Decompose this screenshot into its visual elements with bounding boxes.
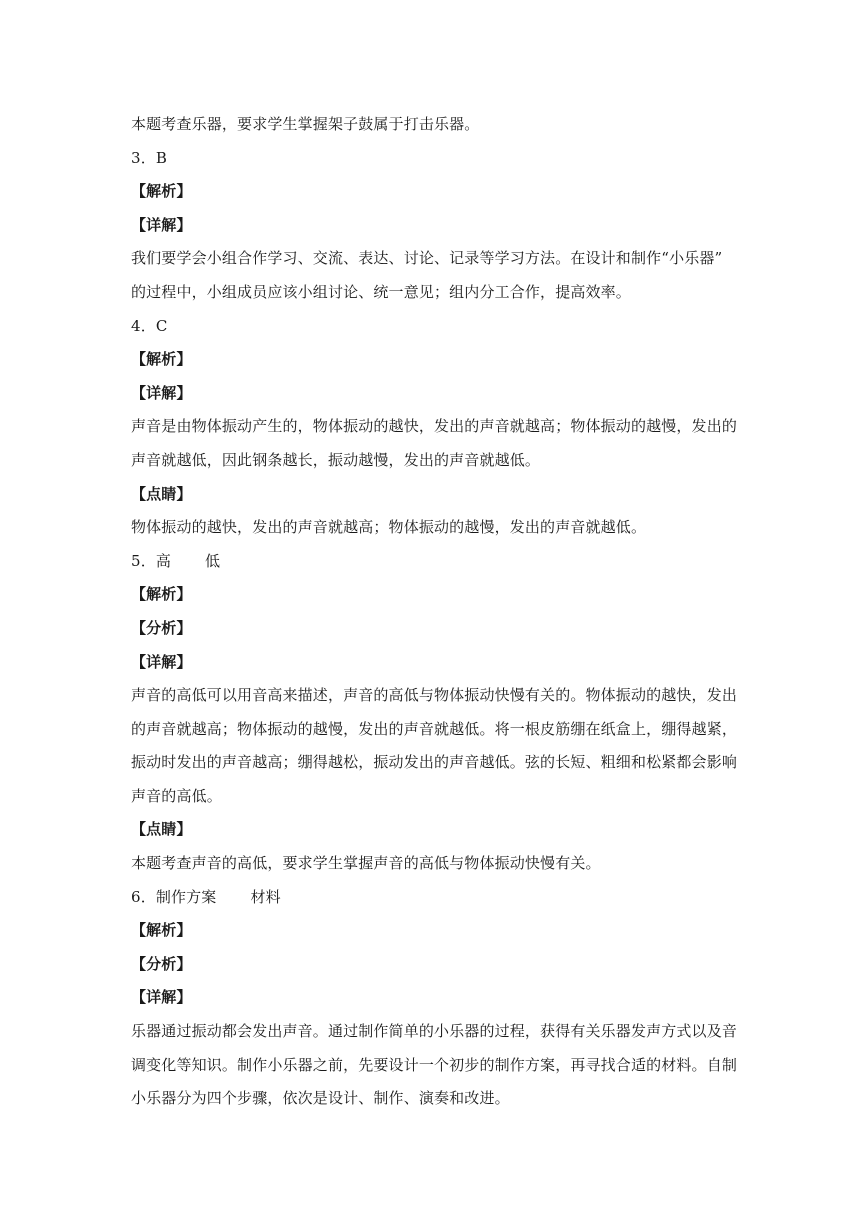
answer-6 — [131, 881, 743, 915]
section-dianjing: 【点睛】 — [131, 484, 192, 503]
section-jiexi: 【解析】 — [131, 350, 192, 369]
answer-explanations — [131, 108, 743, 1116]
explanation-text: 我们要学会小组合作学习、交流、表达、讨论、记录等学习方法。在设计和制作“小乐器” — [131, 249, 723, 268]
section-xiangjie: 【详解】 — [131, 215, 192, 234]
section-jiexi: 【解析】 — [131, 182, 192, 201]
section-jiexi: 【解析】 — [131, 585, 192, 604]
section-jiexi: 【解析】 — [131, 921, 192, 940]
answer-5-first: 5．高 — [131, 551, 171, 570]
explanation-text: 振动时发出的声音越高；绷得越松，振动发出的声音越低。弦的长短、粗细和松紧都会影响 — [131, 753, 738, 772]
answer-6-second: 材料 — [250, 887, 281, 906]
answer-5 — [131, 545, 743, 579]
explanation-text: 声音就越低，因此钢条越长，振动越慢，发出的声音就越低。 — [131, 450, 541, 469]
explanation-text: 乐器通过振动都会发出声音。通过制作简单的小乐器的过程，获得有关乐器发声方式以及音 — [131, 1022, 738, 1041]
answer-6-first: 6．制作方案 — [131, 887, 217, 906]
conclusion-text: 物体振动的越快，发出的声音就越高；物体振动的越慢，发出的声音就越低。 — [131, 518, 647, 537]
answer-5-second: 低 — [205, 551, 221, 570]
section-xiangjie: 【详解】 — [131, 652, 192, 671]
explanation-text: 的声音就越高；物体振动的越慢，发出的声音就越低。将一根皮筋绷在纸盒上，绷得越紧， — [131, 719, 738, 738]
conclusion-text: 本题考查声音的高低，要求学生掌握声音的高低与物体振动快慢有关。 — [131, 854, 601, 873]
explanation-text: 小乐器分为四个步骤，依次是设计、制作、演奏和改进。 — [131, 1089, 510, 1108]
explanation-text: 的过程中，小组成员应该小组讨论、统一意见；组内分工合作，提高效率。 — [131, 282, 631, 301]
explanation-text: 调变化等知识。制作小乐器之前，先要设计一个初步的制作方案，再寻找合适的材料。自制 — [131, 1055, 738, 1074]
answer-3: 3．B — [131, 148, 168, 167]
conclusion-text: 本题考查乐器，要求学生掌握架子鼓属于打击乐器。 — [131, 115, 480, 133]
explanation-text: 声音的高低可以用音高来描述，声音的高低与物体振动快慢有关的。物体振动的越快，发出 — [131, 686, 738, 705]
explanation-text: 声音是由物体振动产生的，物体振动的越快，发出的声音就越高；物体振动的越慢，发出的 — [131, 417, 738, 436]
answer-4: 4．C — [131, 316, 168, 335]
section-xiangjie: 【详解】 — [131, 383, 192, 402]
section-dianjing: 【点睛】 — [131, 820, 192, 839]
explanation-text: 声音的高低。 — [131, 786, 222, 805]
section-fenxi: 【分析】 — [131, 618, 192, 637]
section-fenxi: 【分析】 — [131, 954, 192, 973]
section-xiangjie: 【详解】 — [131, 988, 192, 1007]
